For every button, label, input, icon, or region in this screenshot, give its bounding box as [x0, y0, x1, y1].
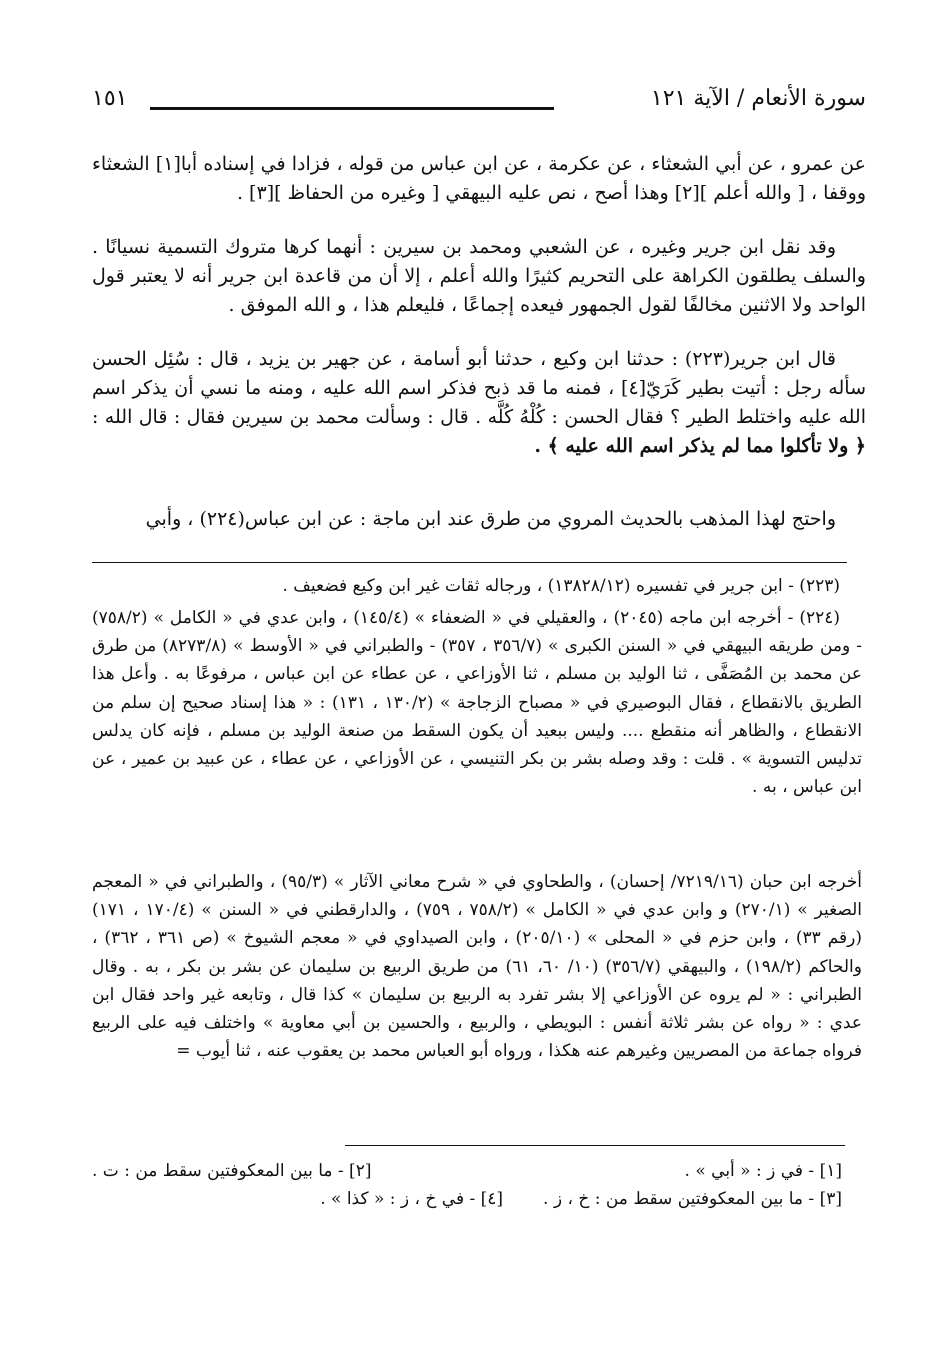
header-rule — [150, 107, 554, 110]
running-title: سورة الأنعام / الآية ١٢١ — [650, 86, 866, 111]
footnote-223: (٢٢٣) - ابن جرير في تفسيره (١٣٨٢٨/١٢) ، ورجاله ثقات غير ابن وكيع فضعيف . — [282, 576, 840, 596]
page-header — [92, 86, 866, 126]
quran-quote: ﴿ ولا تأكلوا مما لم يذكر اسم الله عليه ﴾ . — [534, 435, 866, 457]
notes-separator — [345, 1145, 845, 1146]
note-1: [١] - في ز : « أبي » . — [684, 1161, 842, 1181]
footnote-224-continued: أخرجه ابن حبان (٧٢١٩/١٦/ إحسان) ، والطحاوي في « شرح معاني الآثار » (٩٥/٣) ، والطبراني في « المعجم الصغير » (٢٧٠/١) و وابن عدي في « الكامل » (٧٥٨/٢ ، ٧٥٩) ، والدارقطني في « السنن » (١٧٠/٤ ، ١٧١) (رقم ٣٣) ، وابن حزم في « المحلى » (٢٠٥/١٠) ، وابن الصيداوي في « معجم الشيوخ » (ص ٣٦١ ، ٣٦٢) ، والحاكم (١٩٨/٢) ، والبيهقي (٣٥٦/٧) (١٠/ ٦٠، ٦١) من طريق الربيع بن سليمان عن بشر بن بكر ، به . وقال الطبراني : « لم يروه عن الأوزاعي إلا بشر تفرد به الربيع بن سليمان » كذا قال ، وتابعه غير واحد فقال ابن عدي : « رواه عن بشر ثلاثة أنفس : البويطي ، والربيع ، والحسين بن أبي معاوية » واختلف فيه على الربيع فرواه جماعة من المصريين وغيرهم عنه هكذا ، ورواه أبو العباس محمد بن يعقوب عنه ، ثنا أيوب = — [92, 872, 863, 1062]
paragraph-3 — [92, 345, 866, 461]
paragraph-1: عن عمرو ، عن أبي الشعثاء ، عن عكرمة ، عن ابن عباس من قوله ، فزادا في إسناده أبا[١] الشعثاء ووقفا ، [ والله أعلم ][٢] وهذا أصح ، نص عليه البيهقي [ وغيره من الحفاظ ][٣] . — [92, 153, 866, 204]
notes-row-1 — [92, 1157, 862, 1185]
note-4: [٤] - في خ ، ز : « كذا » . — [320, 1189, 504, 1209]
note-2: [٢] - ما بين المعكوفتين سقط من : ت . — [92, 1161, 372, 1181]
editorial-notes — [92, 1157, 862, 1213]
paragraph-4: واحتج لهذا المذهب بالحديث المروي من طرق عند ابن ماجة : عن ابن عباس(٢٢٤) ، وأبي — [145, 508, 836, 530]
notes-row-2 — [92, 1185, 862, 1213]
footnote-224: (٢٢٤) - أخرجه ابن ماجه (٢٠٤٥) ، والعقيلي في « الضعفاء » (١٤٥/٤) ، وابن عدي في « الكامل » (٧٥٨/٢) - ومن طريقه البيهقي في « السنن الكبرى » (٣٥٦/٧ ، ٣٥٧) - والطبراني في « الأوسط » (٨٢٧٣/٨) من طرق عن محمد بن المُصَفَّى ، ثنا الوليد بن مسلم ، ثنا الأوزاعي ، عن عطاء عن ابن عباس ، مرفوعًا به . وأعل هذا الطريق بالانقطاع ، فقال البوصيري في « مصباح الزجاجة » (١٣٠/٢ ، ١٣١) : « هذا إسناد صحيح إن سلم من الانقطاع ، والظاهر أنه منقطع .... وليس ببعيد أن يكون السقط من صنعة الوليد بن مسلم ، فإنه كان يدلس تدليس التسوية » . قلت : وقد وصله بشر بن بكر التنيسي ، عن الأوزاعي ، عن عطاء ، عن عبيد بن عمير ، عن ابن عباس ، به . — [92, 608, 863, 798]
footnote-separator — [92, 562, 847, 563]
paragraph-2: وقد نقل ابن جرير وغيره ، عن الشعبي ومحمد بن سيرين : أنهما كرها متروك التسمية نسيانًا . والسلف يطلقون الكراهة على التحريم كثيرًا والله أعلم ، إلا أن من قاعدة ابن جرير أنه لا يعتبر قول الواحد ولا الاثنين مخالفًا لقول الجمهور فيعده إجماعًا ، فليعلم هذا ، و الله الموفق . — [92, 236, 866, 316]
paragraph-3-text: قال ابن جرير(٢٢٣) : حدثنا ابن وكيع ، حدثنا أبو أسامة ، عن جهير بن يزيد ، قال : سُئِل الحسن سأله رجل : أتيت بطير كَرَيّ[٤] ، فمنه ما قد ذبح فذكر اسم الله عليه ، ومنه ما نسي أن يذكر اسم الله عليه واختلط الطير ؟ فقال الحسن : كُلْهُ كُلَّه . قال : وسألت محمد بن سيرين فقال : قال الله : — [92, 348, 866, 428]
note-3: [٣] - ما بين المعكوفتين سقط من : خ ، ز . — [543, 1189, 842, 1209]
page-number: ١٥١ — [92, 86, 128, 111]
